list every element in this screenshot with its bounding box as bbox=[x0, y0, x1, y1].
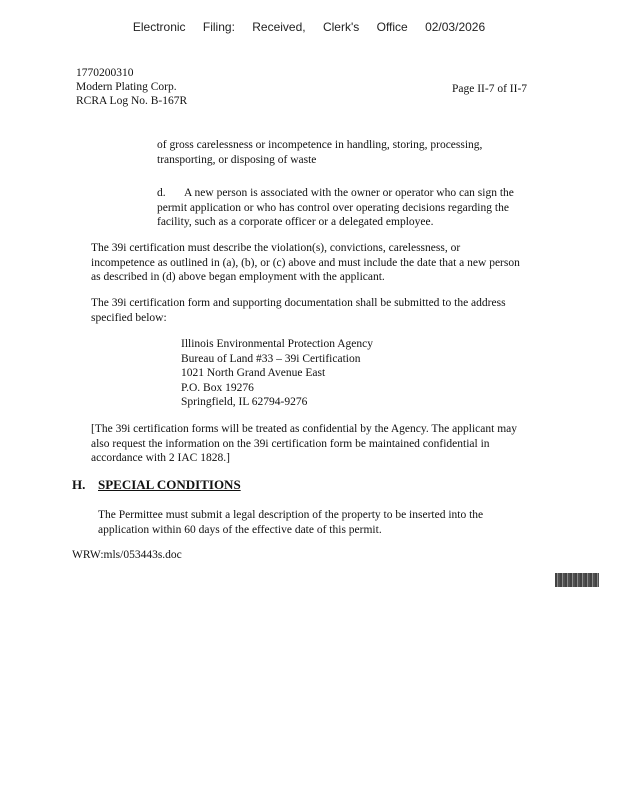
file-reference: WRW:mls/053443s.doc bbox=[72, 549, 182, 561]
rcra-log-number: RCRA Log No. B-167R bbox=[76, 95, 188, 107]
text-line: A new person is associated with the owner or operator who can sign the bbox=[184, 187, 514, 199]
filing-banner bbox=[0, 20, 618, 34]
banner-word: Received, bbox=[252, 20, 306, 34]
text-line: The Permittee must submit a legal description of the property to be inserted into the bbox=[98, 509, 484, 521]
banner-word: Clerk's bbox=[322, 20, 360, 34]
banner-word: Filing: bbox=[202, 20, 235, 34]
page-number: Page II-7 of II-7 bbox=[452, 83, 528, 95]
text-line: transporting, or disposing of waste bbox=[157, 153, 317, 166]
special-conditions-text bbox=[98, 508, 483, 537]
text-line: as described in (d) above began employment with the applicant. bbox=[91, 271, 385, 283]
text-line: application within 60 days of the effective date of this permit. bbox=[98, 523, 382, 536]
banner-word: Office bbox=[376, 20, 408, 34]
text-line: accordance with 2 IAC 1828.] bbox=[91, 452, 230, 464]
address-line: Springfield, IL 62794-9276 bbox=[181, 396, 308, 408]
paragraph-submission bbox=[91, 296, 506, 325]
document-number: 1770200310 bbox=[76, 67, 134, 79]
address-line: Bureau of Land #33 – 39i Certification bbox=[181, 352, 361, 365]
banner-word: Electronic bbox=[132, 20, 186, 34]
text-line: also request the information on the 39i certification form be maintained confidential in bbox=[91, 437, 490, 450]
text-line: facility, such as a corporate officer or a delegated employee. bbox=[157, 216, 434, 228]
text-line: of gross carelessness or incompetence in handling, storing, processing, bbox=[157, 139, 483, 151]
item-d-label: d. bbox=[157, 187, 166, 199]
paragraph-confidentiality bbox=[91, 422, 517, 466]
item-d bbox=[157, 186, 514, 230]
mailing-address bbox=[181, 337, 373, 410]
section-title: SPECIAL CONDITIONS bbox=[98, 477, 241, 492]
paragraph-certification-description bbox=[91, 241, 520, 285]
continuation-text bbox=[157, 138, 482, 167]
section-heading bbox=[72, 477, 241, 493]
text-line: [The 39i certification forms will be treated as confidential by the Agency. The applicant may bbox=[91, 423, 517, 435]
text-line: incompetence as outlined in (a), (b), or (c) above and must include the date that a new person bbox=[91, 256, 520, 269]
address-line: 1021 North Grand Avenue East bbox=[181, 367, 326, 379]
text-line: The 39i certification must describe the violation(s), convictions, carelessness, or bbox=[91, 242, 461, 254]
address-line: Illinois Environmental Protection Agency bbox=[181, 338, 373, 350]
company-name: Modern Plating Corp. bbox=[76, 81, 177, 93]
address-line: P.O. Box 19276 bbox=[181, 381, 254, 394]
section-number: H. bbox=[72, 477, 86, 492]
text-line: The 39i certification form and supporting documentation shall be submitted to the address bbox=[91, 297, 506, 309]
banner-date: 02/03/2026 bbox=[425, 20, 486, 34]
text-line: permit application or who has control over operating decisions regarding the bbox=[157, 201, 509, 214]
text-line: specified below: bbox=[91, 311, 167, 324]
stamp-mark bbox=[555, 573, 599, 587]
